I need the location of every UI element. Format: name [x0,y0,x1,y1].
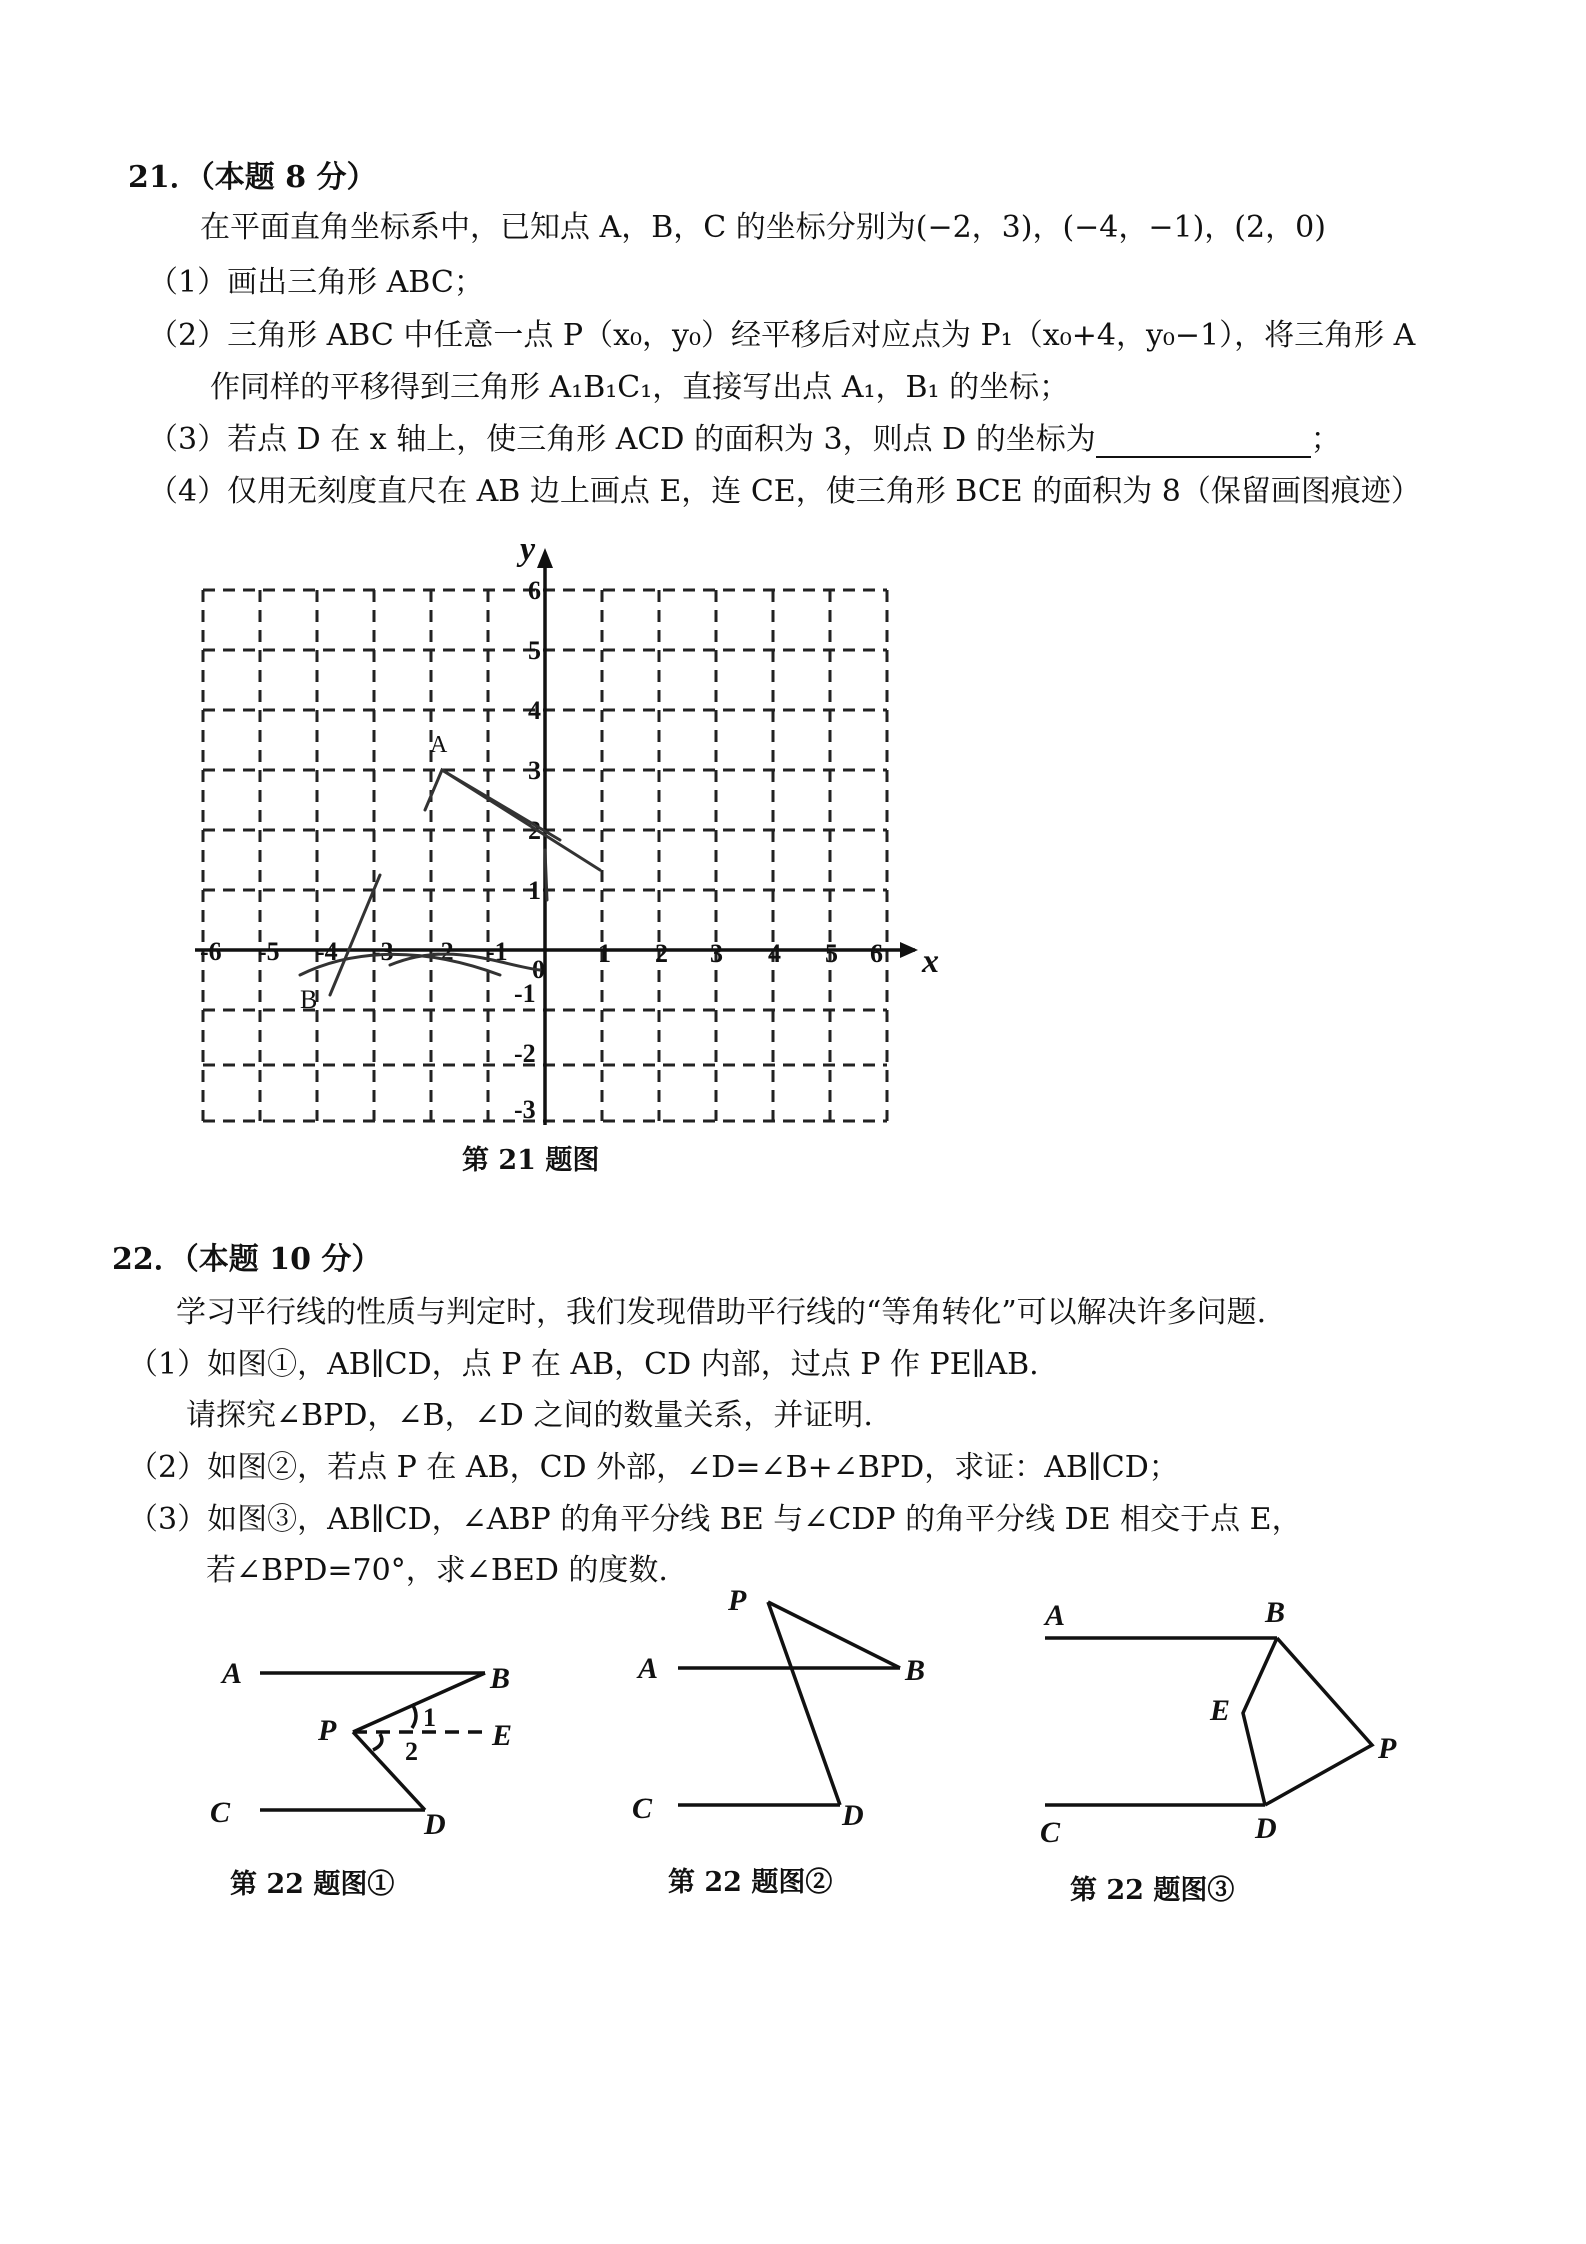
x-tick: -2 [432,937,454,966]
x-tick: 2 [655,939,668,968]
x-tick: -5 [258,937,280,966]
origin-label: 0 [532,955,545,984]
angle-arc-2 [373,1734,382,1750]
angle-label-2: 2 [405,1737,418,1766]
y-tick-labels [514,576,541,1124]
pencil-line-d [545,850,547,900]
y-tick: 6 [528,576,541,605]
pencil-marks [300,770,600,995]
y-tick: 4 [528,696,541,725]
pencil-line-b [442,770,560,840]
q22-part1a: （1）如图①，AB∥CD，点 P 在 AB，CD 内部，过点 P 作 PE∥AB. [128,1347,1039,1382]
x-tick: -3 [372,937,394,966]
q22-heading: 22．（本题 10 分） [112,1242,382,1277]
x-tick: 6 [870,939,883,968]
q21-part4: （4）仅用无刻度直尺在 AB 边上画点 E，连 CE，使三角形 BCE 的面积为 8（保留画图痕迹） [148,474,1421,509]
fig2-label-c: C [632,1792,653,1825]
figure-21-caption: 第 21 题图 [462,1145,600,1176]
q21-part1: （1）画出三角形 ABC； [148,265,484,300]
q21-intro: 在平面直角坐标系中，已知点 A，B，C 的坐标分别为(−2，3)，(−4，−1)，(2，0) [200,210,1326,245]
fig1-label-e: E [492,1719,513,1752]
fig3-label-c: C [1040,1816,1061,1849]
fig3-label-d: D [1255,1812,1277,1845]
fig3-label-e: E [1210,1694,1231,1727]
x-tick: -6 [200,937,222,966]
pencil-line-a [425,770,600,870]
handwritten-label-b: B [300,985,318,1014]
y-tick: -3 [514,1095,536,1124]
x-tick: -1 [486,937,508,966]
figure-22-1 [260,1673,485,1810]
x-tick: 1 [598,939,611,968]
polygon-bed [1243,1638,1277,1805]
figure-22-3 [1045,1638,1372,1805]
y-axis-label: y [520,531,536,568]
q22-part3a: （3）如图③，AB∥CD，∠ABP 的角平分线 BE 与∠CDP 的角平分线 DE 相交于点 E， [128,1502,1302,1537]
pencil-curve-b [390,954,540,970]
angle-arc-1 [412,1704,416,1728]
figure-22-3-caption: 第 22 题图③ [1070,1875,1235,1906]
figure-22-1-caption: 第 22 题图① [230,1869,395,1900]
fig1-label-b: B [490,1662,511,1695]
q21-part3-text: （3）若点 D 在 x 轴上，使三角形 ACD 的面积为 3，则点 D 的坐标为 [148,422,1096,457]
x-tick: 3 [710,939,723,968]
q21-part2b: 作同样的平移得到三角形 A₁B₁C₁，直接写出点 A₁，B₁ 的坐标； [210,370,1070,405]
y-tick: 2 [528,816,541,845]
q22-part2: （2）如图②，若点 P 在 AB，CD 外部，∠D=∠B+∠BPD，求证：AB∥CD； [128,1450,1179,1485]
q22-part3b: 若∠BPD=70°，求∠BED 的度数. [206,1553,668,1588]
fig3-label-p: P [1378,1732,1397,1765]
handwritten-label-a: A [430,732,448,758]
y-tick: 3 [528,756,541,785]
fig2-label-a: A [638,1652,659,1685]
fig1-label-a: A [222,1657,243,1690]
x-axis-arrow [900,942,918,958]
fig2-label-b: B [905,1654,926,1687]
y-tick: -1 [514,979,536,1008]
segment-pb [353,1673,485,1732]
angle-label-1: 1 [423,1703,436,1732]
x-tick: 5 [825,939,838,968]
fig3-label-a: A [1045,1599,1066,1632]
x-axis-label: x [922,943,939,980]
polygon-bpd [1265,1638,1372,1805]
fig2-label-d: D [842,1799,864,1832]
fig3-label-b: B [1265,1596,1286,1629]
q22-intro: 学习平行线的性质与判定时，我们发现借助平行线的“等角转化”可以解决许多问题. [176,1295,1267,1330]
q21-part2a: （2）三角形 ABC 中任意一点 P（x₀，y₀）经平移后对应点为 P₁（x₀+4，y₀−1），将三角形 A [148,318,1416,353]
q21-heading: 21．（本题 8 分） [128,160,377,195]
y-tick: -2 [514,1039,536,1068]
q22-part1b: 请探究∠BPD，∠B，∠D 之间的数量关系，并证明. [186,1398,873,1433]
fig1-label-p: P [318,1714,337,1747]
x-tick: 4 [768,939,781,968]
figure-22-2 [678,1602,900,1805]
fig1-label-c: C [210,1796,231,1829]
fig2-label-p: P [728,1584,747,1617]
figure-22-2-caption: 第 22 题图② [668,1867,833,1898]
fig1-label-d: D [424,1808,446,1841]
x-tick: -4 [316,937,338,966]
y-axis-arrow [537,548,553,568]
y-tick: 1 [528,876,541,905]
q21-part3-end: ； [1310,422,1341,457]
y-tick: 5 [528,636,541,665]
